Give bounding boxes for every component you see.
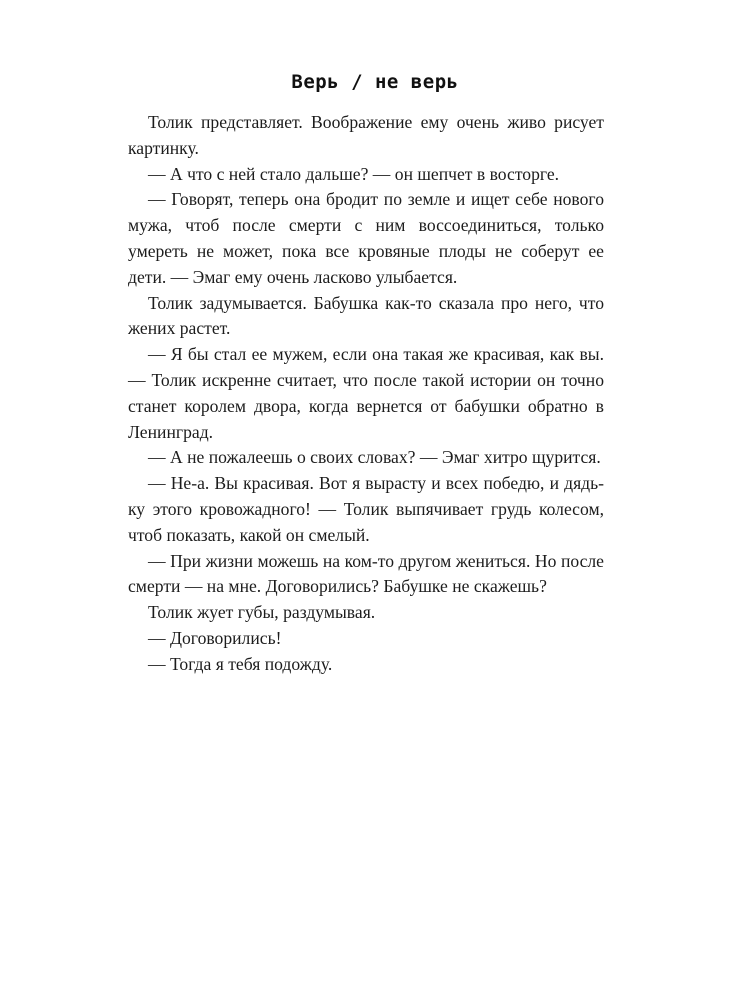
paragraph: — Договорились! (148, 627, 282, 648)
paragraph: — Тогда я тебя подожду. (148, 653, 333, 674)
paragraph: — Не-а. Вы красивая. Вот я вырасту и всех победю, и дядьку этого кровожадного! — Толик выпячивает грудь колесом, чтоб показать, какой он смелый. (128, 473, 604, 545)
paragraph: — При жизни можешь на ком-то другом жениться. Но после смерти — на мне. Договорились? Бабушке не скажешь? (128, 550, 604, 597)
running-header-title: Верь / не верь (291, 71, 459, 93)
paragraph: Толик жует губы, раздумывая. (148, 602, 376, 623)
paragraph: — Говорят, теперь она бродит по земле и ищет себе нового мужа, чтоб после смерти с ним воссоединиться, только умереть не может, пока все кровяные плоды не соберут ее дети. — Эмаг ему очень ласково улыбается. (128, 189, 604, 287)
paragraph: — А не пожалеешь о своих словах? — Эмаг хитро щурится. (148, 447, 601, 468)
paragraph: — А что с ней стало дальше? — он шепчет в восторге. (148, 163, 560, 184)
paragraph: Толик задумывается. Бабушка как-то сказала про него, что жених растет. (128, 292, 604, 339)
paragraph: Толик представляет. Воображение ему очень живо рисует картинку. (128, 112, 604, 158)
body-text (128, 110, 604, 678)
paragraph: — Я бы стал ее мужем, если она такая же красивая, как вы. — Толик искренне считает, что после такой истории он точно станет королем двора, когда вернется от бабушки обратно в Ленинград. (128, 344, 604, 442)
